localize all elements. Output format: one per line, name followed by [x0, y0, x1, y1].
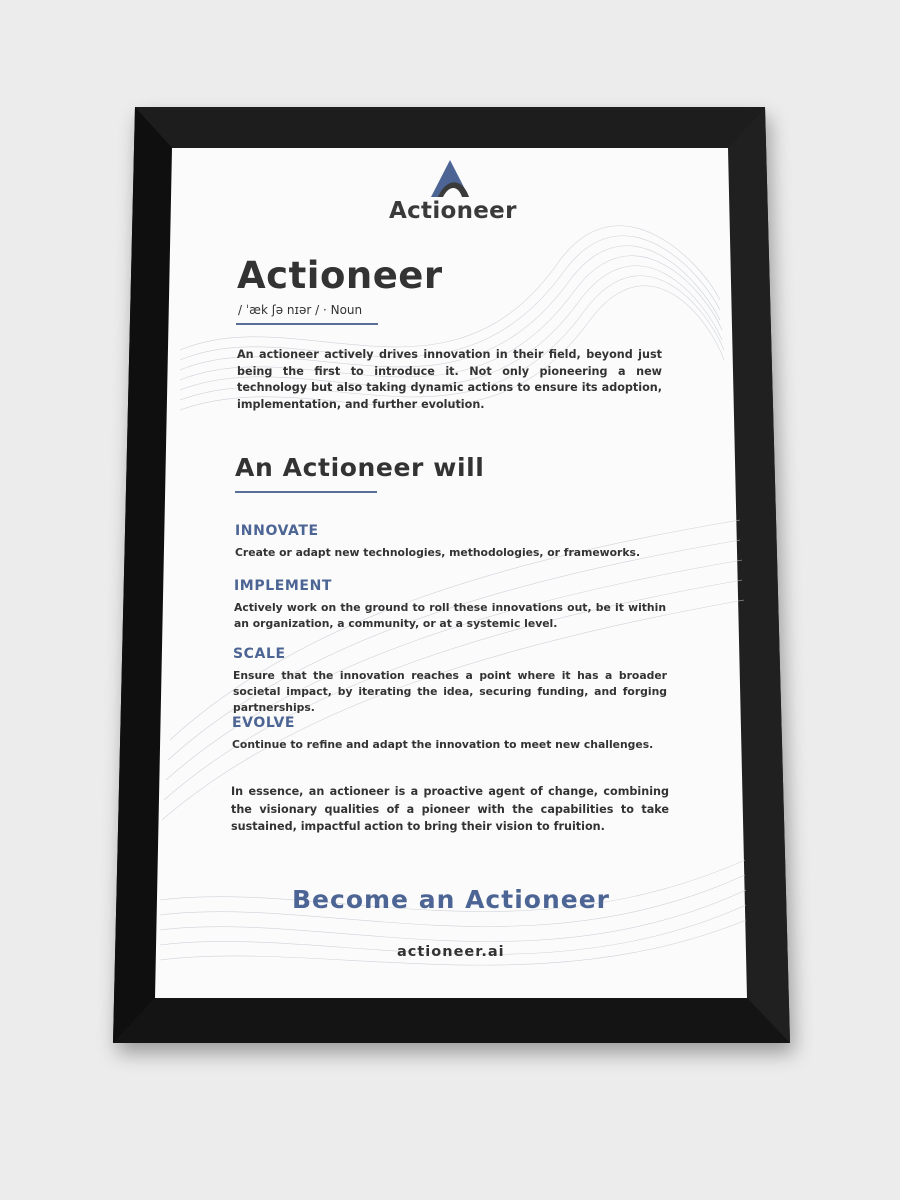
frame-bevel-bottom: [113, 998, 790, 1043]
section-underline: [235, 491, 377, 493]
logo-wordmark: Actioneer: [389, 198, 517, 224]
call-to-action: Become an Actioneer: [292, 885, 610, 914]
essence-paragraph: In essence, an actioneer is a proactive agent of change, combining the visionary qualities of a pioneer with the capabilities to take sustained, impactful action to bring their vision to fruition.: [231, 785, 669, 833]
item-heading-scale: SCALE: [233, 646, 286, 662]
item-body-evolve: Continue to refine and adapt the innovation to meet new challenges.: [232, 738, 654, 751]
pronunciation: / ˈæk ʃə nɪər / · Noun: [238, 303, 363, 317]
definition-underline: [236, 323, 378, 325]
item-heading-innovate: INNOVATE: [235, 523, 319, 539]
definition-text: An actioneer actively drives innovation in their field, beyond just being the first to introduce it. Not only pioneering a new technology but also taking dynamic actions to ensure its adoption, implementation, and further evolution.: [237, 348, 662, 411]
item-body-implement: Actively work on the ground to roll these innovations out, be it within an organization, a community, or at a systemic level.: [234, 601, 666, 630]
item-body-scale: Ensure that the innovation reaches a point where it has a broader societal impact, by iterating the idea, securing funding, and forging partnerships.: [233, 669, 667, 714]
item-heading-evolve: EVOLVE: [232, 715, 296, 731]
item-heading-implement: IMPLEMENT: [234, 578, 333, 594]
definition-word: Actioneer: [237, 254, 443, 297]
frame-bevel-top: [135, 107, 765, 148]
section-title: An Actioneer will: [235, 453, 485, 482]
item-body-innovate: Create or adapt new technologies, methodologies, or frameworks.: [235, 546, 641, 559]
website-url: actioneer.ai: [397, 944, 505, 960]
